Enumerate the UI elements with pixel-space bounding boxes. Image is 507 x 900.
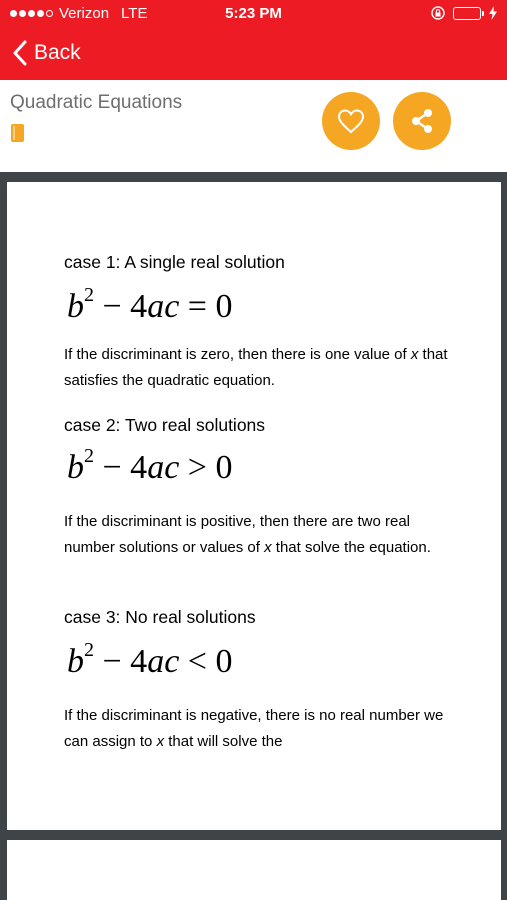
case-3-text: If the discriminant is negative, there is no real number we can assign to x that will solve the	[64, 707, 444, 750]
page-title: Quadratic Equations	[10, 92, 183, 113]
case-2-text: If the discriminant is positive, then there are two real number solutions or values of x that solve the equation.	[64, 513, 431, 556]
back-label: Back	[34, 41, 81, 64]
status-right	[431, 6, 497, 20]
content-card	[7, 182, 501, 830]
reader-area[interactable]	[0, 172, 507, 900]
case-1-formula: $b^2 - 4ac = 0$	[67, 284, 233, 325]
status-time: 5:23 PM	[225, 5, 282, 22]
network-label: LTE	[121, 5, 148, 22]
case-2-formula: $b^2 - 4ac > 0$	[67, 445, 233, 486]
chevron-left-icon	[12, 40, 28, 66]
status-bar	[0, 0, 507, 28]
lesson-header	[0, 80, 507, 172]
charging-icon	[489, 6, 497, 20]
share-icon	[408, 107, 436, 135]
case-3-formula: $b^2 - 4ac < 0$	[67, 639, 233, 680]
nav-bar	[0, 0, 507, 80]
case-1-text: If the discriminant is zero, then there is one value of x that satisfies the quadratic equation.	[64, 346, 448, 389]
carrier-label: Verizon	[59, 5, 110, 22]
share-button[interactable]	[393, 92, 451, 150]
book-icon	[11, 124, 24, 142]
favorite-button[interactable]	[322, 92, 380, 150]
case-3-heading: case 3: No real solutions	[64, 607, 256, 627]
case-1-heading: case 1: A single real solution	[64, 252, 285, 272]
alarm-lock-icon	[431, 6, 445, 20]
battery-icon	[453, 7, 481, 20]
heart-icon	[337, 108, 365, 134]
next-content-card	[7, 840, 501, 900]
case-2-heading: case 2: Two real solutions	[64, 415, 266, 435]
back-button[interactable]	[12, 38, 81, 68]
